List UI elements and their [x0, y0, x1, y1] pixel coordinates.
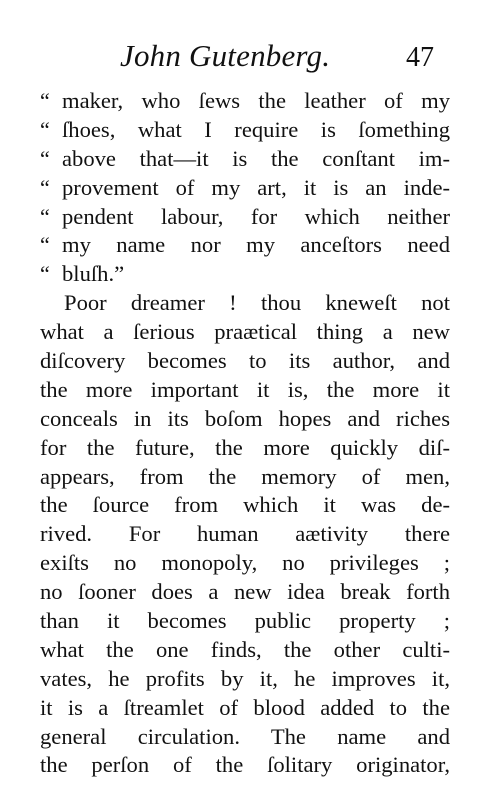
- quoted-line: [40, 203, 450, 232]
- quote-mark: “: [40, 203, 50, 229]
- quote-mark: “: [40, 261, 50, 287]
- paragraph-line: vates, he profits by it, he improves it,: [40, 665, 450, 691]
- quote-mark: “: [40, 174, 50, 200]
- paragraph-line: than it becomes public property ;: [40, 608, 450, 634]
- quoted-line-text: maker, who ſews the leather of my: [62, 88, 450, 113]
- quoted-line-text: above that—it is the conſtant im-: [62, 145, 450, 171]
- quoted-line: [40, 260, 450, 289]
- quoted-line: [40, 174, 450, 203]
- paragraph-line: appears, from the memory of men,: [40, 463, 450, 489]
- quote-mark: “: [40, 145, 50, 171]
- paragraph-line: general circulation. The name and: [40, 723, 450, 749]
- quote-mark: “: [40, 88, 50, 113]
- quoted-line: [40, 231, 450, 260]
- quoted-line: [40, 116, 450, 145]
- paragraph-line: Poor dreamer ! thou kneweſt not: [64, 290, 450, 316]
- quoted-line: [40, 87, 450, 116]
- quoted-line-text: ſhoes, what I require is ſomething: [62, 116, 450, 142]
- quoted-line-text: bluſh.”: [62, 261, 125, 287]
- paragraph-line: conceals in its boſom hopes and riches: [40, 405, 450, 431]
- quoted-line: [40, 145, 450, 174]
- paragraph-line: diſcovery becomes to its author, and: [40, 348, 450, 374]
- quoted-line-text: my name nor my anceſtors need: [62, 232, 450, 258]
- paragraph-line: rived. For human aætivity there: [40, 521, 450, 547]
- running-title: John Gutenberg.: [120, 38, 331, 73]
- quoted-line-text: pendent labour, for which neither: [62, 203, 450, 229]
- body-text: [40, 87, 450, 780]
- paragraph-line: what a ſerious praætical thing a new: [40, 319, 450, 345]
- page-number: 47: [406, 42, 434, 73]
- quote-mark: “: [40, 116, 50, 142]
- paragraph-line: what the one finds, the other culti-: [40, 636, 450, 662]
- quoted-line-text: provement of my art, it is an inde-: [62, 174, 450, 200]
- running-head: [0, 38, 490, 78]
- paragraph-line: it is a ſtreamlet of blood added to the: [40, 694, 450, 720]
- paragraph-line: exiſts no monopoly, no privileges ;: [40, 550, 450, 576]
- quote-mark: “: [40, 232, 50, 258]
- paragraph-line: the ſource from which it was de-: [40, 492, 450, 518]
- paragraph-line: for the future, the more quickly diſ-: [40, 434, 450, 460]
- paragraph-line: no ſooner does a new idea break forth: [40, 579, 450, 605]
- paragraph-line: the perſon of the ſolitary originator,: [40, 752, 450, 778]
- paragraph-line: the more important it is, the more it: [40, 376, 450, 402]
